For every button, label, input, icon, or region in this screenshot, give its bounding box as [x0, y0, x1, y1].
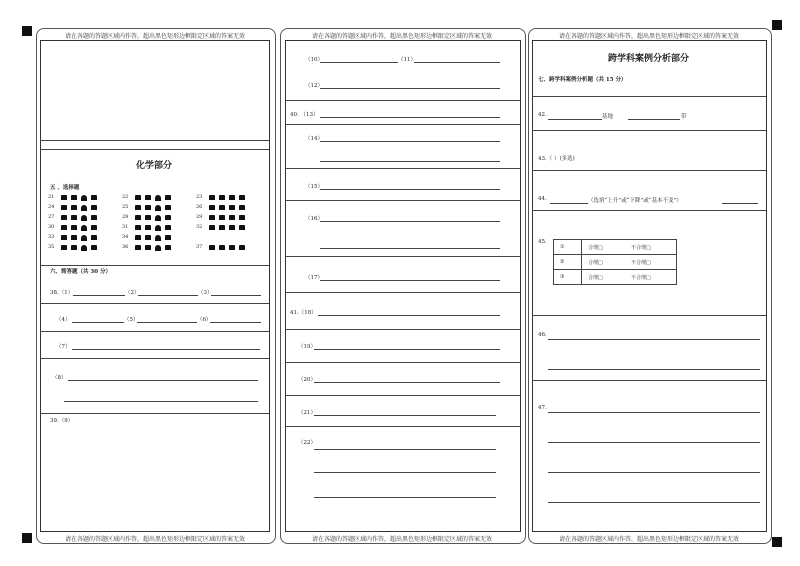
q40-13-label: 40. （13）	[290, 112, 319, 118]
q16-answer-line[interactable]	[320, 221, 500, 222]
mc-row: 26	[196, 203, 247, 213]
q42-answer-line[interactable]	[628, 119, 680, 120]
q16-answer-line[interactable]	[320, 248, 500, 249]
q10-label: （10）	[305, 57, 323, 63]
row-number: ③	[554, 270, 582, 285]
mc-row: 31	[122, 223, 173, 233]
unreasonable-checkbox[interactable]: 不合理□	[625, 240, 677, 255]
q19-answer-line[interactable]	[314, 349, 500, 350]
q16-label: （16）	[305, 216, 323, 222]
q18-answer-line[interactable]	[318, 315, 500, 316]
q11-answer-line[interactable]	[414, 62, 500, 63]
q42-base-label: 基地	[602, 114, 614, 120]
q41-18-label: 41.（18）	[290, 310, 317, 316]
reasonable-checkbox[interactable]: 合理□	[581, 270, 625, 285]
q46-answer-line[interactable]	[548, 369, 760, 370]
section-6-heading: 六、简答题（共 30 分）	[50, 269, 111, 275]
answer-box-middle	[285, 40, 521, 532]
q44-hint: （选填“上升”或“下降”或“基本不变”）	[588, 198, 682, 204]
q45-label: 45.	[538, 239, 547, 245]
q47-answer-line[interactable]	[548, 442, 760, 443]
mc-row: 36	[122, 243, 173, 253]
mc-row: 22	[122, 193, 173, 203]
q10-answer-line[interactable]	[320, 62, 398, 63]
boundary-warning: 请在各题的答题区域内作答，超出黑色矩形边框限定区域的答案无效	[558, 536, 739, 543]
q11-label: （11）	[398, 57, 416, 63]
q38-2-label: （2）	[125, 290, 140, 296]
unreasonable-checkbox[interactable]: 不合理□	[625, 255, 677, 270]
q22-answer-line[interactable]	[314, 449, 496, 450]
q38-8-label: （8）	[52, 375, 67, 381]
answer-box-chemistry	[40, 40, 270, 532]
q42-label: 42.	[538, 112, 547, 118]
q15-label: （15）	[305, 184, 323, 190]
section-5-heading: 五 、选择题	[50, 185, 80, 191]
mc-row: 28	[122, 213, 173, 223]
q17-answer-line[interactable]	[320, 280, 500, 281]
mc-row: 23	[196, 193, 247, 203]
mc-row: 27	[48, 213, 99, 223]
boundary-warning: 请在各题的答题区域内作答，超出黑色矩形边框限定区域的答案无效	[558, 33, 739, 40]
q47-answer-line[interactable]	[548, 502, 760, 503]
q22-label: （22）	[298, 440, 316, 446]
q44-label: 44.	[538, 196, 547, 202]
reasonable-checkbox[interactable]: 合理□	[581, 255, 625, 270]
q44-answer-line[interactable]	[550, 203, 588, 204]
q38-8-answer-line[interactable]	[64, 401, 258, 402]
row-number: ②	[554, 255, 582, 270]
q14-label: （14）	[305, 136, 323, 142]
mc-row: 34	[122, 233, 173, 243]
unreasonable-checkbox[interactable]: 不合理□	[625, 270, 677, 285]
q22-answer-line[interactable]	[314, 497, 496, 498]
q12-label: （12）	[305, 83, 323, 89]
q14-answer-line[interactable]	[320, 141, 500, 142]
table-row	[554, 270, 677, 285]
registration-mark	[22, 533, 32, 543]
registration-mark	[772, 20, 782, 30]
mc-row: 35	[48, 243, 99, 253]
mc-row: 25	[122, 203, 173, 213]
boundary-warning: 请在各题的答题区域内作答，超出黑色矩形边框限定区域的答案无效	[311, 536, 492, 543]
registration-mark	[22, 26, 32, 36]
q38-1-label: 38.（1）	[50, 290, 74, 296]
q44-answer-line[interactable]	[722, 203, 758, 204]
mc-row: 37	[196, 243, 247, 253]
q12-answer-line[interactable]	[320, 88, 500, 89]
q38-6-answer-line[interactable]	[210, 322, 261, 323]
mc-row: 30	[48, 223, 99, 233]
q17-label: （17）	[305, 275, 323, 281]
mc-row: 24	[48, 203, 99, 213]
q38-7-label: （7）	[56, 344, 71, 350]
q38-6-label: （6）	[197, 317, 212, 323]
row-number: ①	[554, 240, 582, 255]
q45-judgement-table	[553, 239, 677, 285]
mc-row: 21	[48, 193, 99, 203]
q38-7-answer-line[interactable]	[72, 349, 260, 350]
table-row	[554, 255, 677, 270]
interdisciplinary-title: 跨学科案例分析部分	[608, 54, 690, 64]
q47-answer-line[interactable]	[548, 412, 760, 413]
q38-4-answer-line[interactable]	[72, 322, 124, 323]
q42-answer-line[interactable]	[548, 119, 602, 120]
reasonable-checkbox[interactable]: 合理□	[581, 240, 625, 255]
q38-5-answer-line[interactable]	[137, 322, 197, 323]
q39-label: 39.（9）	[50, 418, 74, 424]
q21-answer-line[interactable]	[314, 415, 496, 416]
q38-4-label: （4）	[56, 317, 71, 323]
q38-5-label: （5）	[124, 317, 139, 323]
q47-answer-line[interactable]	[548, 472, 760, 473]
boundary-warning: 请在各题的答题区域内作答，超出黑色矩形边框限定区域的答案无效	[64, 33, 245, 40]
q43-label: 43.（ ）(多选)	[538, 156, 575, 162]
q47-label: 47.	[538, 405, 547, 411]
boundary-warning: 请在各题的答题区域内作答，超出黑色矩形边框限定区域的答案无效	[64, 536, 245, 543]
q46-answer-line[interactable]	[548, 339, 760, 340]
q38-1-answer-line[interactable]	[73, 295, 125, 296]
q38-2-answer-line[interactable]	[138, 295, 198, 296]
q13-answer-line[interactable]	[320, 117, 500, 118]
mc-row: 32	[196, 223, 247, 233]
q21-label: （21）	[298, 410, 316, 416]
q14-answer-line[interactable]	[320, 161, 500, 162]
q15-answer-line[interactable]	[320, 189, 500, 190]
q22-answer-line[interactable]	[314, 472, 496, 473]
mc-row: 29	[196, 213, 247, 223]
registration-mark	[772, 537, 782, 547]
q38-8-answer-line[interactable]	[68, 380, 258, 381]
mc-row: 33	[48, 233, 99, 243]
q46-label: 46.	[538, 332, 547, 338]
table-row	[554, 240, 677, 255]
section-7-heading: 七、跨学科案例分析题（共 15 分）	[538, 77, 627, 83]
q19-label: （19）	[298, 344, 316, 350]
q20-answer-line[interactable]	[314, 382, 500, 383]
q42-belt-label: 带	[681, 114, 687, 120]
q38-3-label: （3）	[198, 290, 213, 296]
answer-box-interdisciplinary	[532, 40, 767, 532]
q20-label: （20）	[298, 377, 316, 383]
chemistry-title: 化学部分	[136, 161, 173, 171]
boundary-warning: 请在各题的答题区域内作答，超出黑色矩形边框限定区域的答案无效	[311, 33, 492, 40]
q38-3-answer-line[interactable]	[211, 295, 261, 296]
